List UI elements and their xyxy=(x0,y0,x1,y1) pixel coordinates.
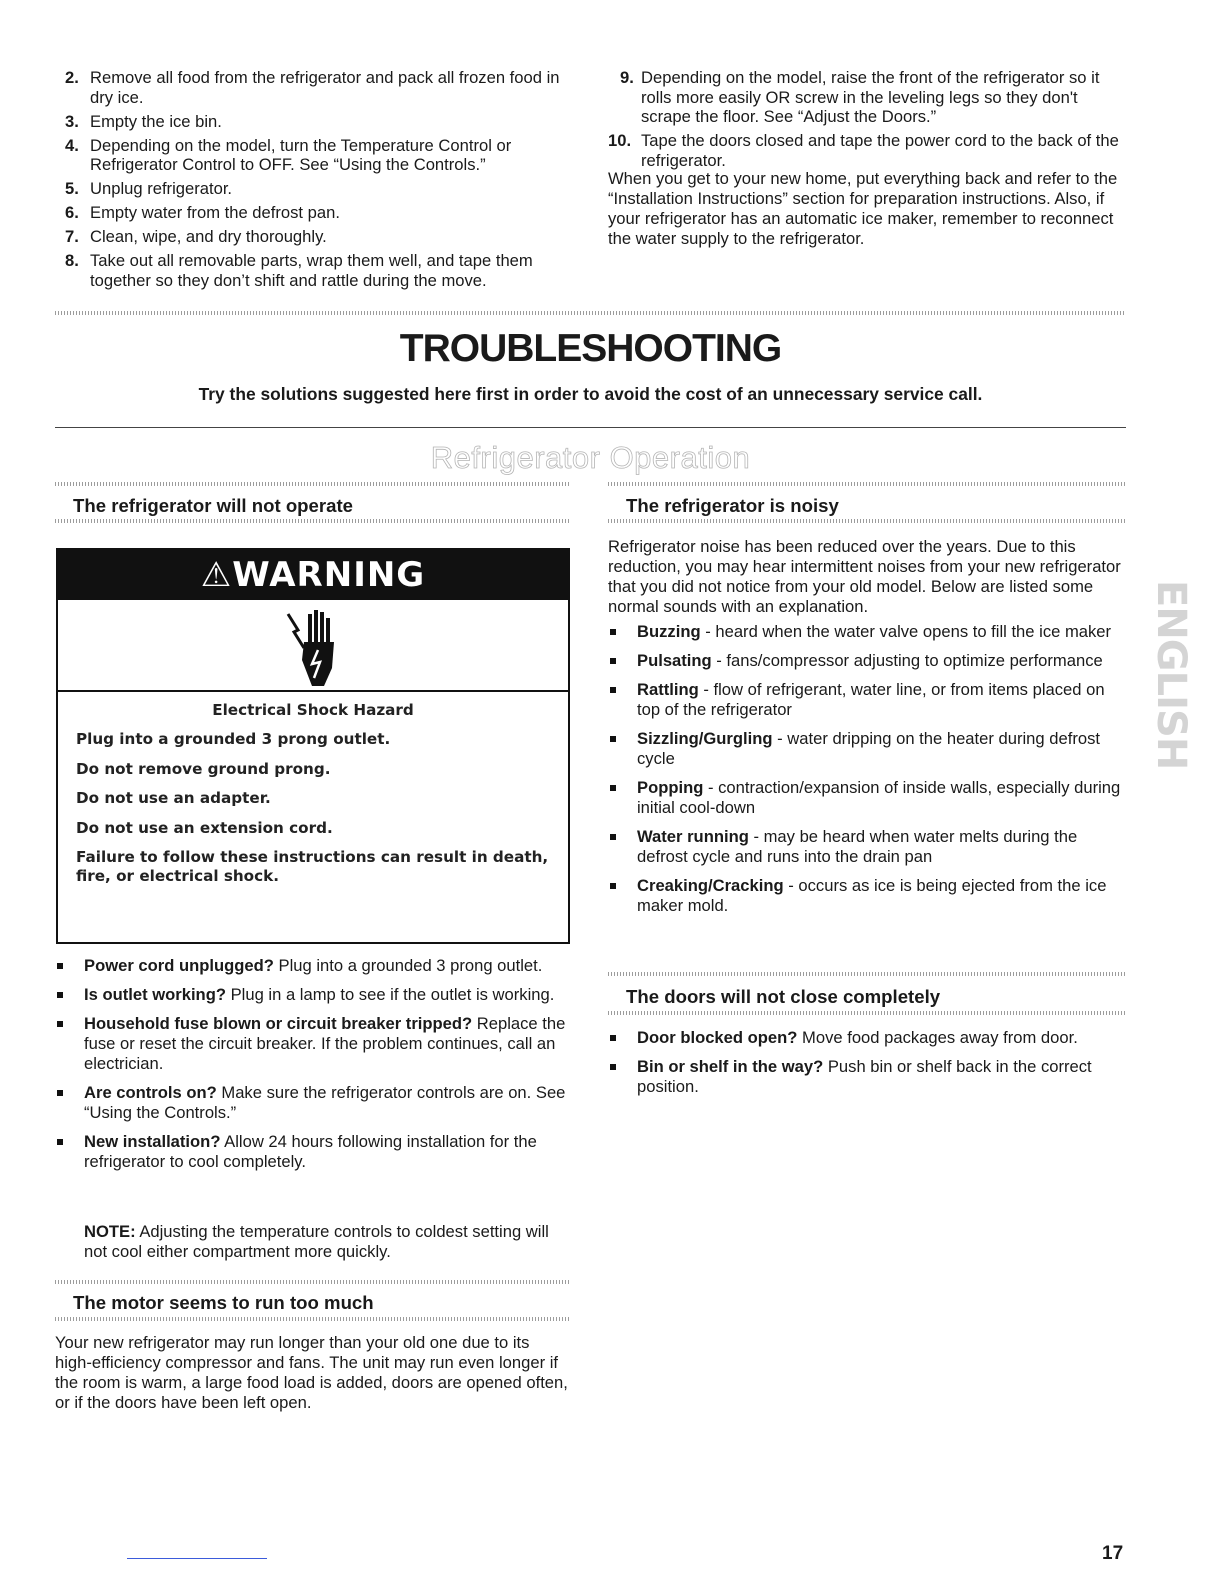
noisy-bullets xyxy=(608,622,1124,925)
warning-header: ⚠WARNING xyxy=(58,550,568,600)
hazard-title: Electrical Shock Hazard xyxy=(212,701,414,719)
section-divider xyxy=(55,1280,570,1284)
list-item: Rattling - flow of refrigerant, water line, or from items placed on top of the refrigerator xyxy=(608,680,1124,720)
step-item: 6. Empty water from the defrost pan. xyxy=(65,203,340,223)
motor-paragraph: Your new refrigerator may run longer than your old one due to its high-efficiency compressor and fans. The unit may run even longer if the room is warm, a large food load is added, doors are opened often, or if the doors have been left open. xyxy=(55,1333,568,1412)
list-item: Creaking/Cracking - occurs as ice is being ejected from the ice maker mold. xyxy=(608,876,1124,916)
motor-heading: The motor seems to run too much xyxy=(73,1292,374,1313)
list-item: Household fuse blown or circuit breaker tripped? Replace the fuse or reset the circuit breaker. If the problem continues, call an electrician. xyxy=(55,1014,570,1074)
list-item: Power cord unplugged? Plug into a grounded 3 prong outlet. xyxy=(55,956,570,976)
moving-steps-right xyxy=(608,68,1124,175)
list-item: Are controls on? Make sure the refrigerator controls are on. See “Using the Controls.” xyxy=(55,1083,570,1123)
section-divider xyxy=(55,1317,570,1321)
warning-line: Plug into a grounded 3 prong outlet. xyxy=(76,730,391,748)
warning-line: Failure to follow these instructions can result in death, fire, or electrical shock. xyxy=(76,848,549,885)
section-divider xyxy=(55,519,570,523)
warning-line: Do not use an adapter. xyxy=(76,789,271,807)
not-operate-bullets xyxy=(55,956,570,1181)
step-item: 5. Unplug refrigerator. xyxy=(65,179,233,199)
title-divider xyxy=(55,311,1126,315)
moving-steps-left xyxy=(65,68,570,295)
noisy-intro: Refrigerator noise has been reduced over the years. Due to this reduction, you may hear intermittent noises from your new refrigerator that you did not notice from your old model. Below are listed some normal sounds with an explanation. xyxy=(608,537,1121,616)
subtitle-rule xyxy=(55,427,1126,428)
step-item: 8. Take out all removable parts, wrap them well, and tape them together so they don’t shift and rattle during the move. xyxy=(65,251,533,290)
warning-line: Do not remove ground prong. xyxy=(76,759,331,778)
step-item: 3. Empty the ice bin. xyxy=(65,111,222,131)
moving-closing-paragraph: When you get to your new home, put everything back and refer to the “Installation Instructions” section for preparation instructions. Also, if your refrigerator has an automatic ice maker, remember to reconnect the water supply to the refrigerator. xyxy=(608,169,1118,248)
section-divider xyxy=(608,972,1126,976)
warning-box xyxy=(56,548,570,944)
page-subtitle: Try the solutions suggested here first in order to avoid the cost of an unnecessary service call. xyxy=(198,384,983,404)
note-paragraph: NOTE: Adjusting the temperature controls to coldest setting will not cool either compartment more quickly. xyxy=(84,1222,549,1261)
doors-bullets xyxy=(608,1028,1124,1106)
page-number: 17 xyxy=(1102,1543,1124,1564)
warning-text xyxy=(58,692,568,886)
section-divider xyxy=(608,482,1126,486)
step-item: 10. Tape the doors closed and tape the power cord to the back of the refrigerator. xyxy=(608,131,1119,170)
list-item: Door blocked open? Move food packages away from door. xyxy=(608,1028,1124,1048)
section-divider xyxy=(55,482,570,486)
section-divider xyxy=(608,1011,1126,1015)
list-item: Sizzling/Gurgling - water dripping on the heater during defrost cycle xyxy=(608,729,1124,769)
list-item: Bin or shelf in the way? Push bin or shelf back in the correct position. xyxy=(608,1057,1124,1097)
not-operate-heading: The refrigerator will not operate xyxy=(73,495,353,516)
list-item: Buzzing - heard when the water valve opens to fill the ice maker xyxy=(608,622,1124,642)
list-item: Is outlet working? Plug in a lamp to see if the outlet is working. xyxy=(55,985,570,1005)
step-item: 4. Depending on the model, turn the Temperature Control or Refrigerator Control to OFF. See “Using the Controls.” xyxy=(65,135,512,175)
language-side-tab: ENGLISH xyxy=(1148,580,1194,770)
list-item: Pulsating - fans/compressor adjusting to optimize performance xyxy=(608,651,1124,671)
warning-triangle-icon: ⚠ xyxy=(200,555,233,595)
list-item: Water running - may be heard when water melts during the defrost cycle and runs into the drain pan xyxy=(608,827,1124,867)
noisy-heading: The refrigerator is noisy xyxy=(626,495,839,516)
warning-line: Do not use an extension cord. xyxy=(76,818,333,837)
page-title: TROUBLESHOOTING xyxy=(399,327,782,370)
shock-hazard-area xyxy=(58,600,568,692)
section-divider xyxy=(608,519,1126,523)
list-item: New installation? Allow 24 hours following installation for the refrigerator to cool completely. xyxy=(55,1132,570,1172)
section-label: Refrigerator Operation xyxy=(430,440,751,475)
electrical-shock-icon xyxy=(284,606,344,688)
step-item: 7. Clean, wipe, and dry thoroughly. xyxy=(65,227,327,247)
footer-line xyxy=(127,1558,267,1559)
step-item: 2. Remove all food from the refrigerator and pack all frozen food in dry ice. xyxy=(65,68,560,107)
step-item: 9. Depending on the model, raise the front of the refrigerator so it rolls more easily OR screw in the leveling legs so they don't scrape the floor. See “Adjust the Doors.” xyxy=(620,68,1100,127)
doors-heading: The doors will not close completely xyxy=(626,986,941,1007)
list-item: Popping - contraction/expansion of inside walls, especially during initial cool-down xyxy=(608,778,1124,818)
